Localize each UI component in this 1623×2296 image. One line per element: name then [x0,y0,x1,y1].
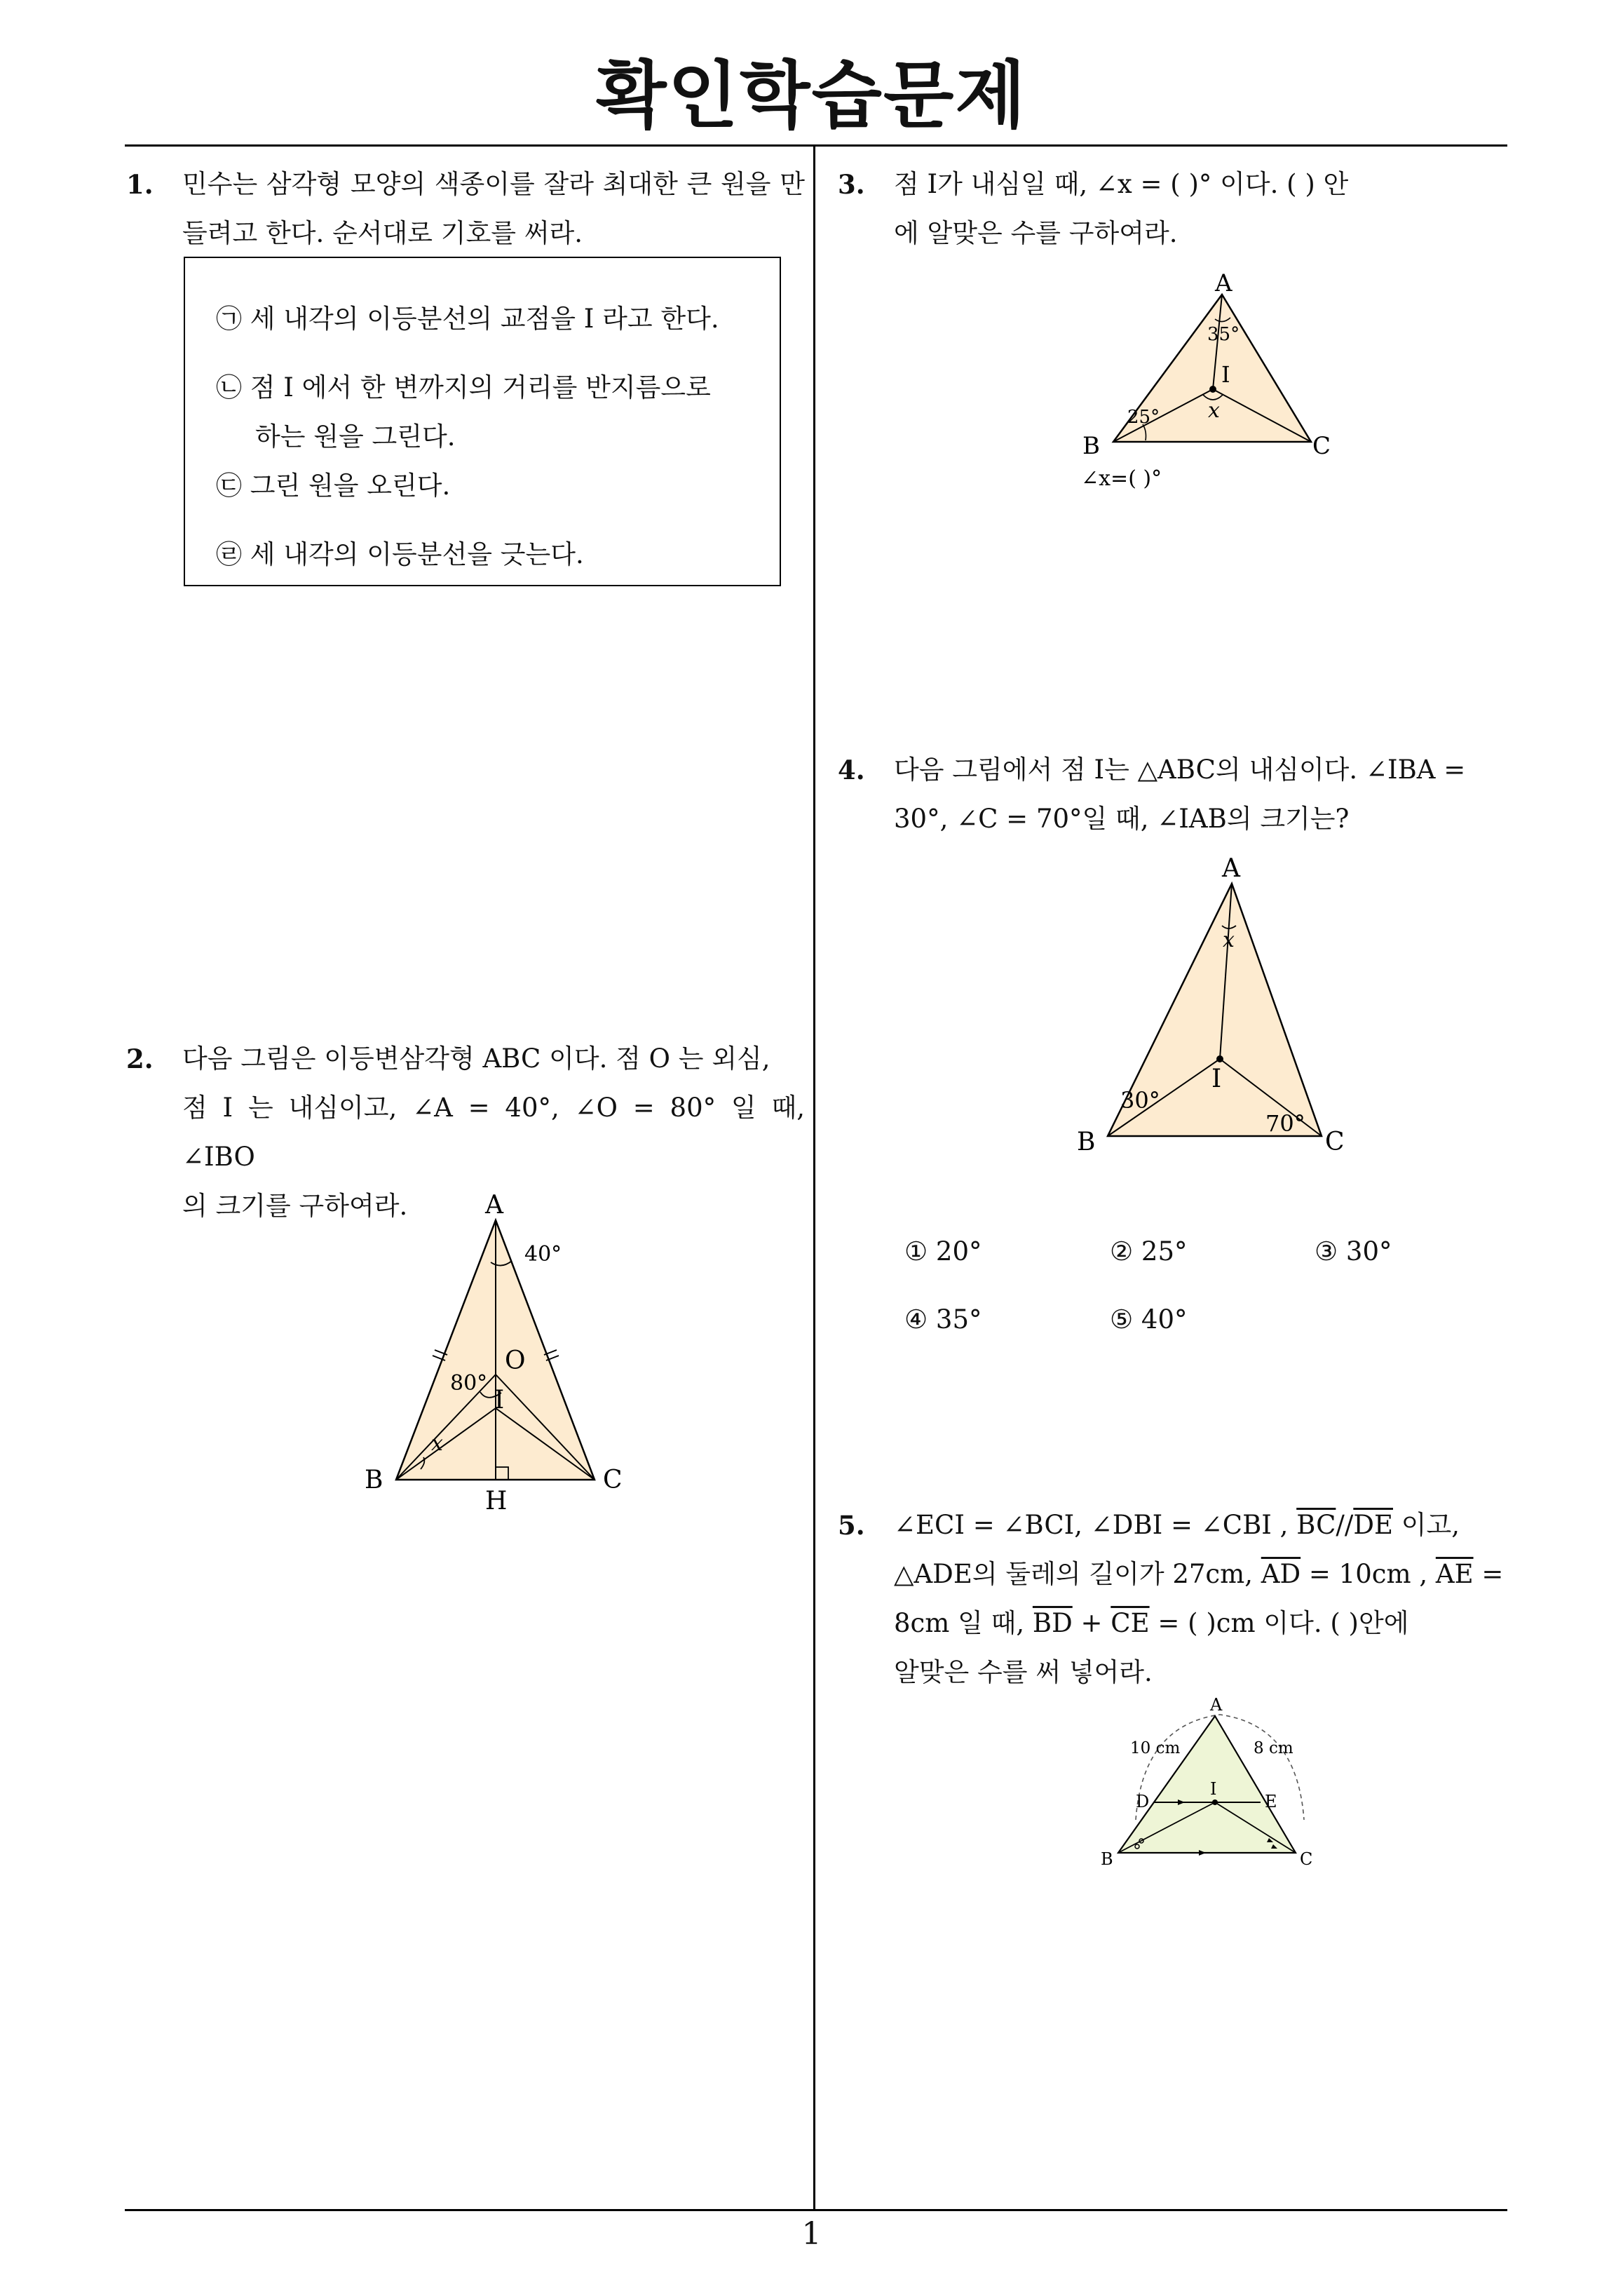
question-number: 1. [126,169,154,200]
step-text-continued: 하는 원을 그린다. [255,421,456,452]
triangle-abc [1118,1716,1296,1853]
text-part: △ADE의 둘레의 길이가 27cm, [894,1559,1261,1589]
step-mark: ㉣ [216,539,242,569]
label-ae-length: 8 cm [1254,1739,1293,1757]
question-text-line: 30°, ∠C = 70°일 때, ∠IAB의 크기는? [894,804,1350,834]
option-1[interactable]: ① 20° [904,1236,982,1267]
question-text-line [894,1599,1511,1648]
question-5 [838,1501,1511,1697]
label-x: x [1223,928,1235,952]
text-part: = [1473,1559,1504,1589]
label-a: A [485,1191,503,1220]
question-text-line [894,1501,1511,1550]
label-a: A [1210,1695,1223,1715]
label-angle-c: 70° [1265,1110,1305,1137]
segment-ce: $\overline{CE}$ [1111,1608,1150,1638]
step-text: 세 내각의 이등분선의 교점을 I 라고 한다. [250,304,719,334]
question-text-line: 의 크기를 구하여라. [182,1191,408,1221]
point-i [1209,386,1216,393]
question-text-line [894,1550,1511,1599]
label-i: I [1221,361,1230,388]
label-c: C [603,1466,623,1494]
q5-figure [1094,1695,1318,1869]
page-number: 1 [801,2216,822,2252]
label-angle-a: 40° [524,1242,562,1267]
label-d: D [1136,1792,1150,1811]
question-text-block [894,160,1511,258]
text-part: = ( )cm 이다. ( )안에 [1149,1608,1409,1638]
question-1 [126,160,805,258]
label-a: A [1222,854,1240,883]
point-i [1212,1799,1218,1805]
top-rule [125,144,1507,147]
plus-sign: + [1072,1608,1111,1638]
question-text-line: 알맞은 수를 써 넣어라. [894,1657,1153,1687]
label-angle-o: 80° [450,1371,488,1396]
question-text-line: 에 알맞은 수를 구하여라. [894,218,1178,248]
option-4[interactable]: ④ 35° [904,1304,982,1335]
question-number: 4. [838,755,865,785]
text-part: 이고, [1393,1510,1460,1540]
question-text-line: 점 I 는 내심이고, ∠A = 40°, ∠O = 80° 일 때, ∠IBO [182,1093,805,1172]
label-b: B [1082,432,1100,460]
segment-ae: $\overline{AE}$ [1435,1559,1474,1589]
label-i: I [1210,1779,1217,1799]
text-part: ∠ECI = ∠BCI, ∠DBI = ∠CBI , [894,1510,1297,1540]
option-2[interactable]: ② 25° [1110,1236,1188,1267]
label-x: x [1208,398,1220,423]
label-i: I [494,1386,505,1414]
label-c: C [1300,1849,1313,1869]
label-ad-length: 10 cm [1130,1739,1181,1757]
question-text-block [894,1501,1511,1697]
label-angle-b: 30° [1120,1087,1160,1114]
step-item [216,461,450,511]
option-5[interactable]: ⑤ 40° [1110,1304,1188,1335]
label-i: I [1211,1065,1222,1093]
parallel-sign: // [1336,1510,1354,1540]
label-angle-b: 25° [1127,407,1160,428]
label-b: B [1101,1849,1113,1869]
question-text-line: 점 I가 내심일 때, ∠x = ( )° 이다. ( ) 안 [894,169,1349,199]
step-mark: ㉢ [216,471,242,501]
bottom-rule [125,2209,1507,2211]
label-c: C [1312,432,1331,460]
segment-ad: $\overline{AD}$ [1261,1559,1301,1589]
q2-figure [365,1185,631,1515]
step-mark: ㉠ [216,304,242,334]
option-3[interactable]: ③ 30° [1315,1236,1392,1267]
question-text-line: 다음 그림에서 점 I는 △ABC의 내심이다. ∠IBA = [894,755,1466,785]
answer-blank: ∠x=( )° [1081,466,1162,491]
question-text: 민수는 삼각형 모양의 색종이를 잘라 최대한 큰 원을 만들려고 한다. 순서대로 기호를 써라. [182,169,805,248]
step-item [216,295,719,344]
q3-figure [1073,270,1353,494]
steps-box [184,257,781,586]
question-number: 2. [126,1044,154,1074]
question-text-line: 다음 그림은 이등변삼각형 ABC 이다. 점 O 는 외심, [182,1044,770,1074]
question-number: 5. [838,1510,865,1541]
segment-bc: $\overline{BC}$ [1296,1510,1336,1540]
label-x: x [431,1431,443,1456]
label-b: B [365,1466,383,1494]
label-h: H [485,1487,508,1515]
step-mark: ㉡ [216,372,242,403]
step-item [216,363,711,461]
question-number: 3. [838,169,865,200]
label-a: A [1215,269,1232,297]
question-4 [838,745,1511,844]
q4-figure [1059,856,1353,1164]
page-title: 확인학습문제 [596,53,1027,138]
step-text: 점 I 에서 한 변까지의 거리를 반지름으로 [250,372,711,403]
step-text: 그린 원을 오린다. [250,471,451,501]
label-o: O [505,1346,526,1375]
step-text: 세 내각의 이등분선을 긋는다. [250,539,584,569]
column-divider [813,144,815,2209]
segment-bd: $\overline{BD}$ [1032,1608,1073,1638]
label-c: C [1325,1128,1345,1156]
label-e: E [1265,1792,1277,1811]
text-part: 8cm 일 때, [894,1608,1033,1638]
text-part: = 10cm , [1301,1559,1436,1589]
segment-de: $\overline{DE}$ [1353,1510,1393,1540]
point-i [1216,1055,1223,1062]
label-angle-a: 35° [1207,324,1240,345]
step-item [216,530,584,579]
question-text-block [894,745,1511,844]
question-3 [838,160,1511,258]
label-b: B [1077,1128,1096,1156]
